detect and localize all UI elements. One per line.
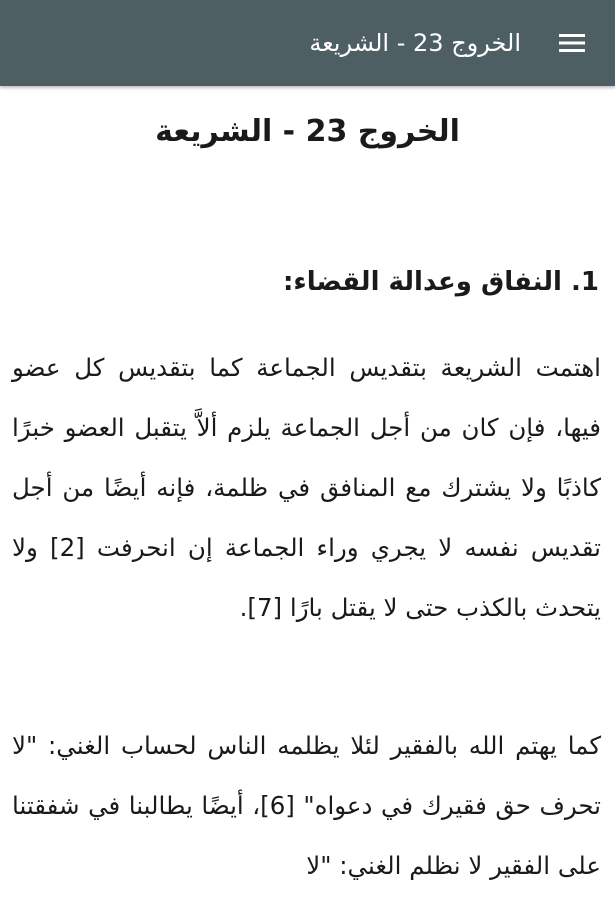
hamburger-menu-icon[interactable] [557, 28, 587, 58]
app-bar [0, 0, 615, 86]
article-paragraph: اهتمت الشريعة بتقديس الجماعة كما بتقديس كل عضو فيها، فإن كان من أجل الجماعة يلزم ألاَّ يتقبل العضو خبرًا كاذبًا ولا يشترك مع المنافق في ظلمة، فإنه أيضًا من أجل تقديس نفسه لا يجري وراء الجماعة إن انحرفت [2] ولا يتحدث بالكذب حتى لا يقتل بارًا [7]. [12, 353, 601, 622]
article-content[interactable] [0, 86, 615, 900]
app-bar-title: الخروج 23 - الشريعة [309, 29, 521, 57]
page-title: الخروج 23 - الشريعة [155, 114, 460, 149]
section-heading: 1. النفاق وعدالة القضاء: [283, 267, 599, 297]
article-paragraph: كما يهتم الله بالفقير لئلا يظلمه الناس لحساب الغني: "لا تحرف حق فقيرك في دعواه" [6]، أيضًا يطالبنا في شفقتنا على الفقير لا نظلم الغني: "لا [12, 731, 601, 880]
